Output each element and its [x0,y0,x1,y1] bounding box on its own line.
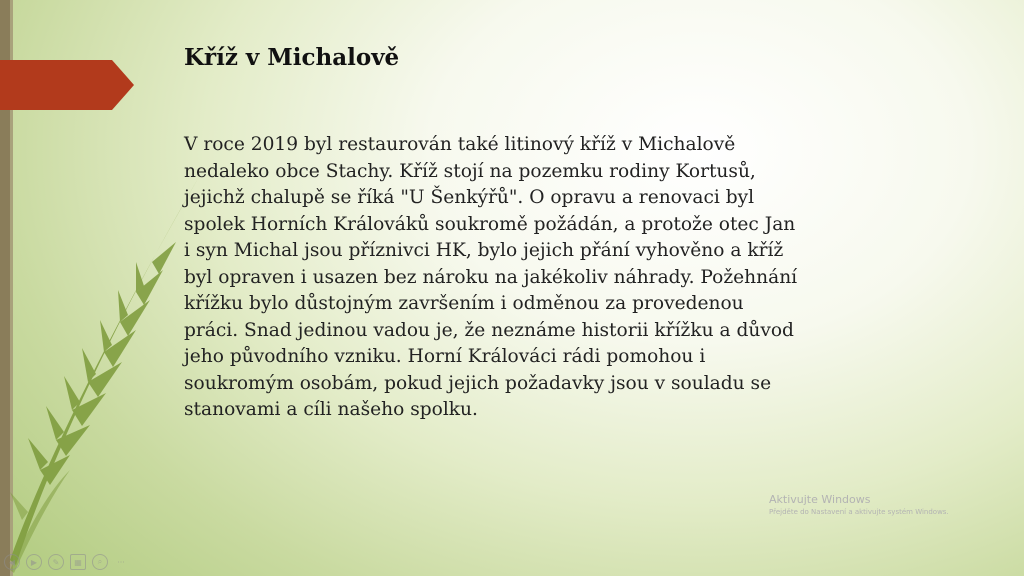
more-icon: ··· [117,557,125,567]
body-line: nedaleko obce Stachy. Kříž stojí na pozemku rodiny Kortusů, [184,160,756,182]
windows-activation-watermark [769,493,949,516]
pen-tool-button[interactable] [48,554,64,570]
body-line: V roce 2019 byl restaurován také litinový kříž v Michalově [184,134,736,155]
body-line: práci. Snad jedinou vadou je, že neznáme historii křížku a důvod [184,319,794,341]
slide-body-text [184,132,924,424]
body-line: jeho původního vzniku. Horní Králováci rádi pomohou i [184,346,706,367]
more-options-button[interactable] [114,554,128,570]
grid-icon: ▦ [74,557,82,567]
red-arrow-shape [0,60,134,110]
slide-overview-button[interactable] [70,554,86,570]
slide-title: Kříž v Michalově [184,44,400,71]
magnifier-icon: ⌕ [97,557,103,566]
watermark-title: Aktivujte Windows [769,493,871,506]
body-line: byl opraven i usazen bez nároku na jakékoliv náhrady. Požehnání [184,266,798,288]
body-line: spolek Horních Králováků soukromě požádán, a protože otec Jan [184,213,796,235]
watermark-subtitle: Přejděte do Nastavení a aktivujte systém Windows. [769,508,949,516]
body-line: i syn Michal jsou příznivci HK, bylo jejich přání vyhověno a kříž [184,240,784,261]
pen-icon: ✎ [52,557,60,567]
zoom-button[interactable] [92,554,108,570]
arrow-left-icon: ◀ [8,557,16,567]
slideshow-controls [4,553,128,571]
arrow-right-icon: ▶ [30,557,38,567]
previous-slide-button[interactable] [4,554,20,570]
body-line: jejichž chalupě se říká "U Šenkýřů". O opravu a renovaci byl [184,187,755,208]
next-slide-button[interactable] [26,554,42,570]
body-line: stanovami a cíli našeho spolku. [184,399,478,420]
body-line: soukromým osobám, pokud jejich požadavky jsou v souladu se [184,372,772,394]
body-line: křížku bylo důstojným završením i odměnou za provedenou [184,293,744,314]
